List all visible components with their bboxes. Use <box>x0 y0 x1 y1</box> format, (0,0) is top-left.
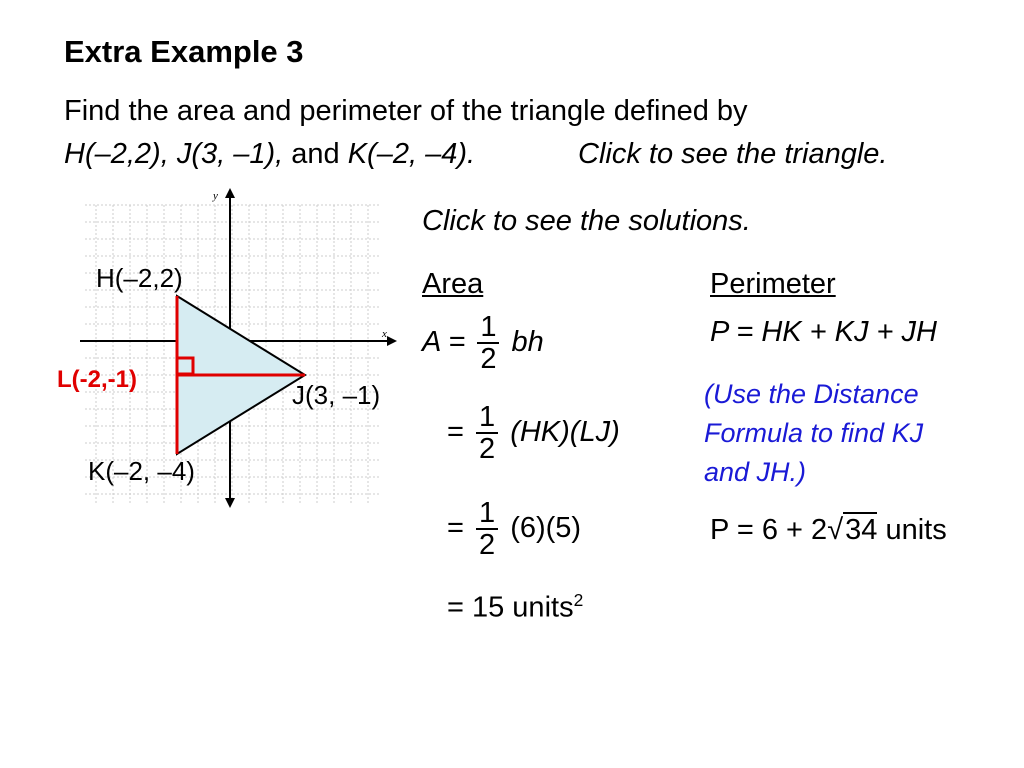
problem-statement: Find the area and perimeter of the triangle defined by <box>64 95 748 127</box>
fraction-numerator: 1 <box>479 401 496 433</box>
perimeter-note-line2: Formula to find KJ <box>704 418 924 449</box>
perimeter-eq-1: P = HK + KJ + JH <box>710 316 937 348</box>
perimeter-eq-2 <box>710 514 947 547</box>
perimeter-note <box>704 375 923 492</box>
area-eq-2 <box>447 402 620 465</box>
fraction-numerator: 1 <box>479 497 496 529</box>
fraction-denominator: 2 <box>476 432 498 464</box>
area-eq4-exponent: 2 <box>573 590 584 610</box>
area-eq3-rhs: (6)(5) <box>510 512 582 545</box>
point-h-text: H(–2,2), <box>64 138 169 170</box>
area-eq3-prefix: = <box>447 512 464 545</box>
y-axis-arrow-bottom <box>225 498 235 508</box>
y-axis-arrow-top <box>225 188 235 198</box>
label-j: J(3, –1) <box>292 380 381 410</box>
perimeter-header: Perimeter <box>710 268 836 300</box>
problem-points <box>64 138 475 171</box>
point-j-text: J(3, –1), <box>176 138 284 170</box>
perimeter-note-line1: (Use the Distance <box>704 379 919 409</box>
click-triangle-link[interactable]: Click to see the triangle. <box>578 138 888 170</box>
sqrt-symbol: √ <box>827 514 844 546</box>
label-k: K(–2, –4) <box>88 456 195 486</box>
y-axis-label: y <box>213 190 218 202</box>
area-eq4-text: = 15 units <box>447 591 574 624</box>
slide-title: Extra Example 3 <box>64 34 304 69</box>
fraction-denominator: 2 <box>476 528 498 560</box>
perimeter-eq2-prefix: P = 6 + 2 <box>710 514 828 546</box>
fraction-denominator: 2 <box>477 342 499 374</box>
label-h: H(–2,2) <box>96 263 183 293</box>
area-eq-4 <box>447 590 583 625</box>
fraction-half <box>477 312 499 375</box>
area-header: Area <box>422 268 484 300</box>
x-axis-label: x <box>382 328 387 340</box>
and-text: and <box>291 138 340 170</box>
label-l: L(-2,-1) <box>57 366 137 393</box>
fraction-half <box>476 402 498 465</box>
perimeter-note-line3: and JH.) <box>704 457 807 488</box>
fraction-numerator: 1 <box>480 311 497 343</box>
area-eq1-lhs: A = <box>422 326 466 359</box>
area-eq-1 <box>422 312 544 375</box>
area-eq2-rhs: (HK)(LJ) <box>510 416 620 449</box>
perimeter-eq2-unit: units <box>885 514 947 546</box>
area-eq1-rhs: bh <box>511 326 544 359</box>
area-eq-3 <box>447 498 581 561</box>
x-axis-arrow <box>387 336 397 346</box>
area-eq2-prefix: = <box>447 416 464 449</box>
sqrt-radicand: 34 <box>845 514 878 546</box>
fraction-half <box>476 498 498 561</box>
click-solutions-link[interactable]: Click to see the solutions. <box>422 205 751 237</box>
point-k-text: K(–2, –4). <box>347 138 476 170</box>
